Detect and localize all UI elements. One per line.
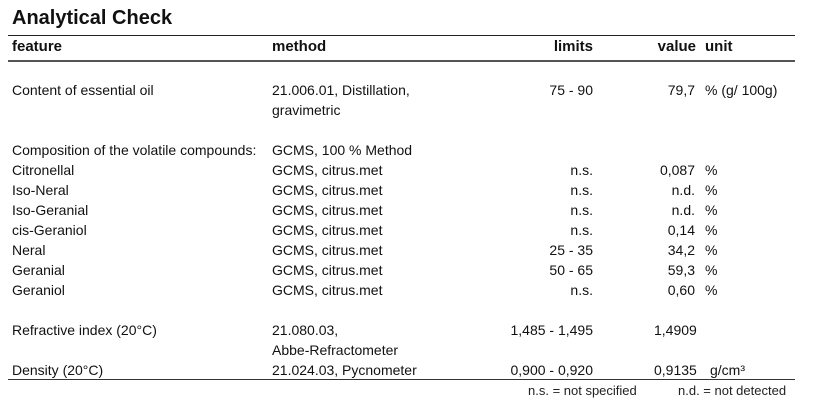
feature-cell: Citronellal	[12, 162, 75, 178]
method-cell: GCMS, citrus.met	[272, 222, 383, 238]
feature-cell: Iso-Geranial	[12, 202, 89, 218]
value-cell: n.d.	[671, 182, 695, 198]
method-cell-line2: gravimetric	[272, 102, 341, 118]
value-cell: 34,2	[667, 242, 695, 258]
value-cell: 0,14	[667, 222, 695, 238]
unit-cell: %	[705, 162, 718, 178]
feature-cell: Composition of the volatile compounds:	[12, 142, 257, 158]
feature-cell: Density (20°C)	[12, 362, 104, 378]
method-cell: GCMS, citrus.met	[272, 242, 383, 258]
feature-cell: cis-Geraniol	[12, 222, 87, 238]
value-cell: 0,087	[659, 162, 695, 178]
header-divider	[8, 60, 795, 62]
feature-cell: Geranial	[12, 262, 65, 278]
limits-cell: 0,900 - 0,920	[510, 362, 593, 378]
footnote-not-specified: n.s. = not specified	[528, 383, 637, 398]
value-cell: 1,4909	[654, 322, 697, 338]
limits-cell: 25 - 35	[549, 242, 593, 258]
value-cell: n.d.	[671, 202, 695, 218]
column-header-method: method	[272, 38, 327, 55]
limits-cell: 75 - 90	[549, 82, 593, 98]
value-cell: 0,60	[667, 282, 695, 298]
value-cell: 79,7	[667, 82, 695, 98]
method-cell: 21.080.03,	[272, 322, 339, 338]
feature-cell: Neral	[12, 242, 46, 258]
page-title: Analytical Check	[12, 7, 173, 29]
unit-cell: %	[705, 182, 718, 198]
column-header-limits: limits	[553, 38, 593, 55]
column-header-feature: feature	[12, 38, 63, 55]
limits-cell: 50 - 65	[549, 262, 593, 278]
value-cell: 0,9135	[654, 362, 697, 378]
method-cell: GCMS, citrus.met	[272, 182, 383, 198]
method-cell: 21.006.01, Distillation,	[272, 82, 410, 98]
unit-cell: %	[705, 242, 718, 258]
footnote-not-detected: n.d. = not detected	[678, 383, 787, 398]
value-cell: 59,3	[667, 262, 695, 278]
feature-cell: Geraniol	[12, 282, 65, 298]
feature-cell: Iso-Neral	[12, 182, 69, 198]
method-cell: 21.024.03, Pycnometer	[272, 362, 417, 378]
unit-cell: %	[705, 282, 718, 298]
bottom-divider	[8, 379, 795, 380]
unit-cell: %	[705, 202, 718, 218]
method-cell-line2: Abbe-Refractometer	[272, 342, 399, 358]
limits-cell: n.s.	[570, 222, 593, 238]
feature-cell: Refractive index (20°C)	[12, 322, 157, 338]
limits-cell: 1,485 - 1,495	[510, 322, 593, 338]
method-cell: GCMS, citrus.met	[272, 282, 383, 298]
unit-cell: %	[705, 222, 718, 238]
limits-cell: n.s.	[570, 162, 593, 178]
column-header-value: value	[657, 38, 696, 55]
column-header-unit: unit	[705, 38, 733, 55]
limits-cell: n.s.	[570, 182, 593, 198]
method-cell: GCMS, citrus.met	[272, 202, 383, 218]
top-divider	[8, 35, 795, 36]
method-cell: GCMS, citrus.met	[272, 262, 383, 278]
unit-cell: g/cm³	[710, 362, 745, 378]
limits-cell: n.s.	[570, 202, 593, 218]
unit-cell: %	[705, 262, 718, 278]
limits-cell: n.s.	[570, 282, 593, 298]
method-cell: GCMS, 100 % Method	[272, 142, 413, 158]
method-cell: GCMS, citrus.met	[272, 162, 383, 178]
unit-cell: % (g/ 100g)	[705, 82, 778, 98]
feature-cell: Content of essential oil	[12, 82, 154, 98]
